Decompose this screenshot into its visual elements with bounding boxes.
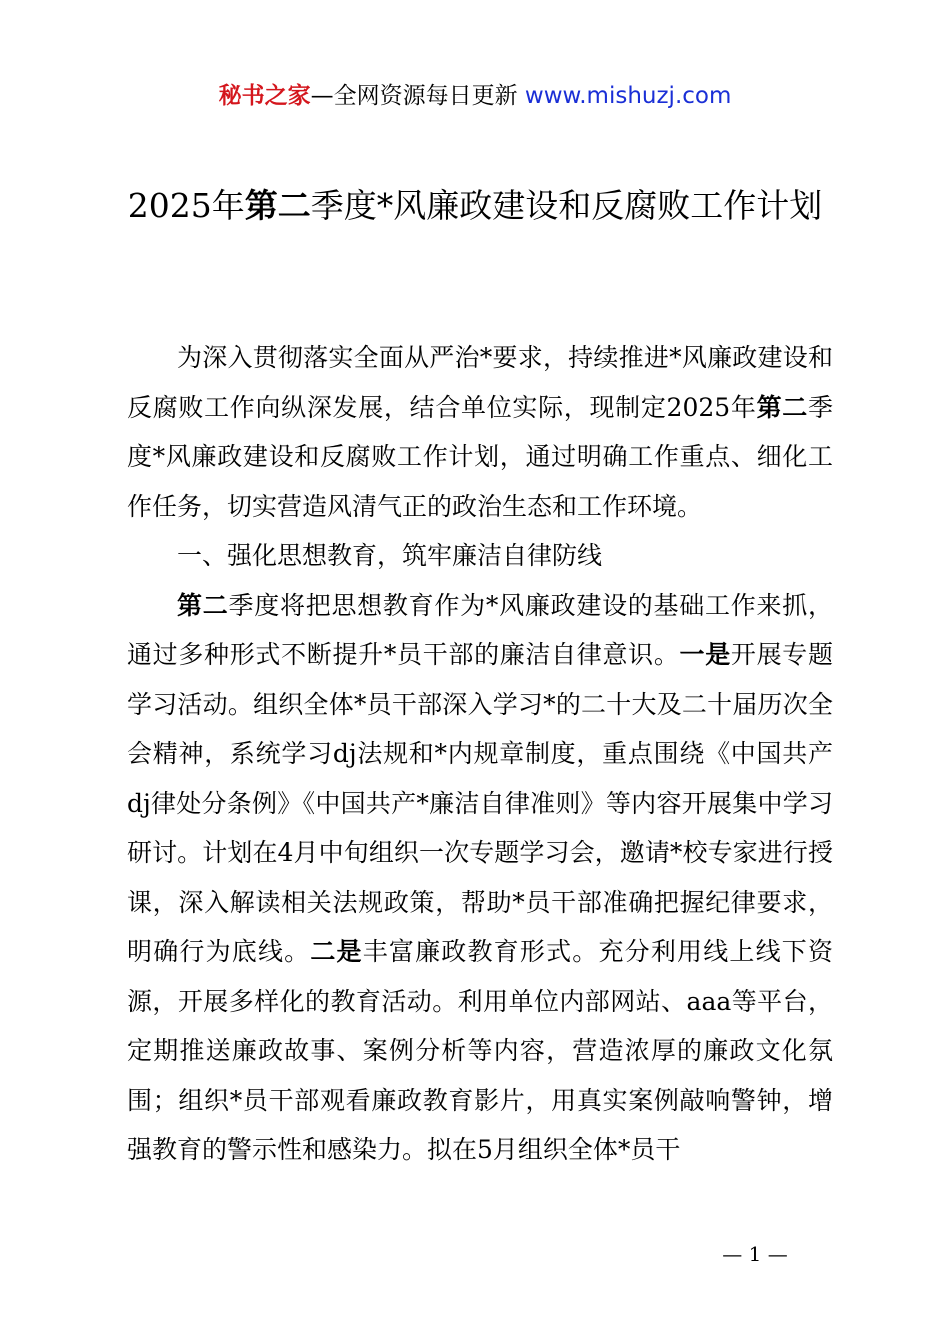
- site-url-link[interactable]: www.mishuzj.com: [524, 83, 732, 109]
- intro-text-2: 季度*风廉政建设和反腐败工作计划，通过明确工作重点、细化工作任务，切实营造风清气正的政治生态和工作环境。: [127, 392, 833, 521]
- intro-paragraph: [127, 333, 833, 531]
- section-heading: 一、强化思想教育，筑牢廉洁自律防线: [177, 541, 603, 570]
- document-title: [100, 182, 850, 230]
- intro-text-1: 为深入贯彻落实全面从严治*要求，持续推进*风廉政建设和反腐败工作向纵深发展，结合单位实际，现制定2025年: [127, 343, 833, 422]
- item-text-1: 开展专题学习活动。组织全体*员干部深入学习*的二十大及二十届历次全会精神，系统学习dj法规和*内规章制度，重点围绕《中国共产dj律处分条例》《中国共产*廉洁自律准则》等内容开展集中学习研讨。计划在4月中旬组织一次专题学习会，邀请*校专家进行授课，深入解读相关法规政策，帮助*员干部准确把握纪律要求，明确行为底线。: [127, 640, 833, 966]
- title-quarter: 第二: [244, 186, 311, 225]
- site-slogan: —全网资源每日更新: [310, 83, 518, 109]
- page-number: — 1 —: [722, 1242, 788, 1266]
- item-text-2: 丰富廉政教育形式。充分利用线上线下资源，开展多样化的教育活动。利用单位内部网站、aaa等平台，定期推送廉政故事、案例分析等内容，营造浓厚的廉政文化氛围；组织*员干部观看廉政教育影片，用真实案例敲响警钟，增强教育的警示性和感染力。拟在5月组织全体*员干: [127, 937, 833, 1164]
- site-brand: 秘书之家: [218, 83, 311, 109]
- para-lead: 第二: [177, 590, 229, 620]
- document-body: [127, 333, 833, 1175]
- site-banner: [0, 80, 950, 112]
- section-paragraph: [127, 581, 833, 1175]
- para-text-1: 季度将把思想教育作为*风廉政建设的基础工作来抓，通过多种形式不断提升*员干部的廉洁自律意识。: [127, 590, 833, 669]
- intro-quarter: 第二: [756, 392, 808, 422]
- item-label-2: 二是: [310, 937, 363, 966]
- item-label-1: 一是: [679, 640, 731, 669]
- title-year: 2025年: [127, 186, 245, 225]
- title-rest: 季度*风廉政建设和反腐败工作计划: [310, 186, 823, 225]
